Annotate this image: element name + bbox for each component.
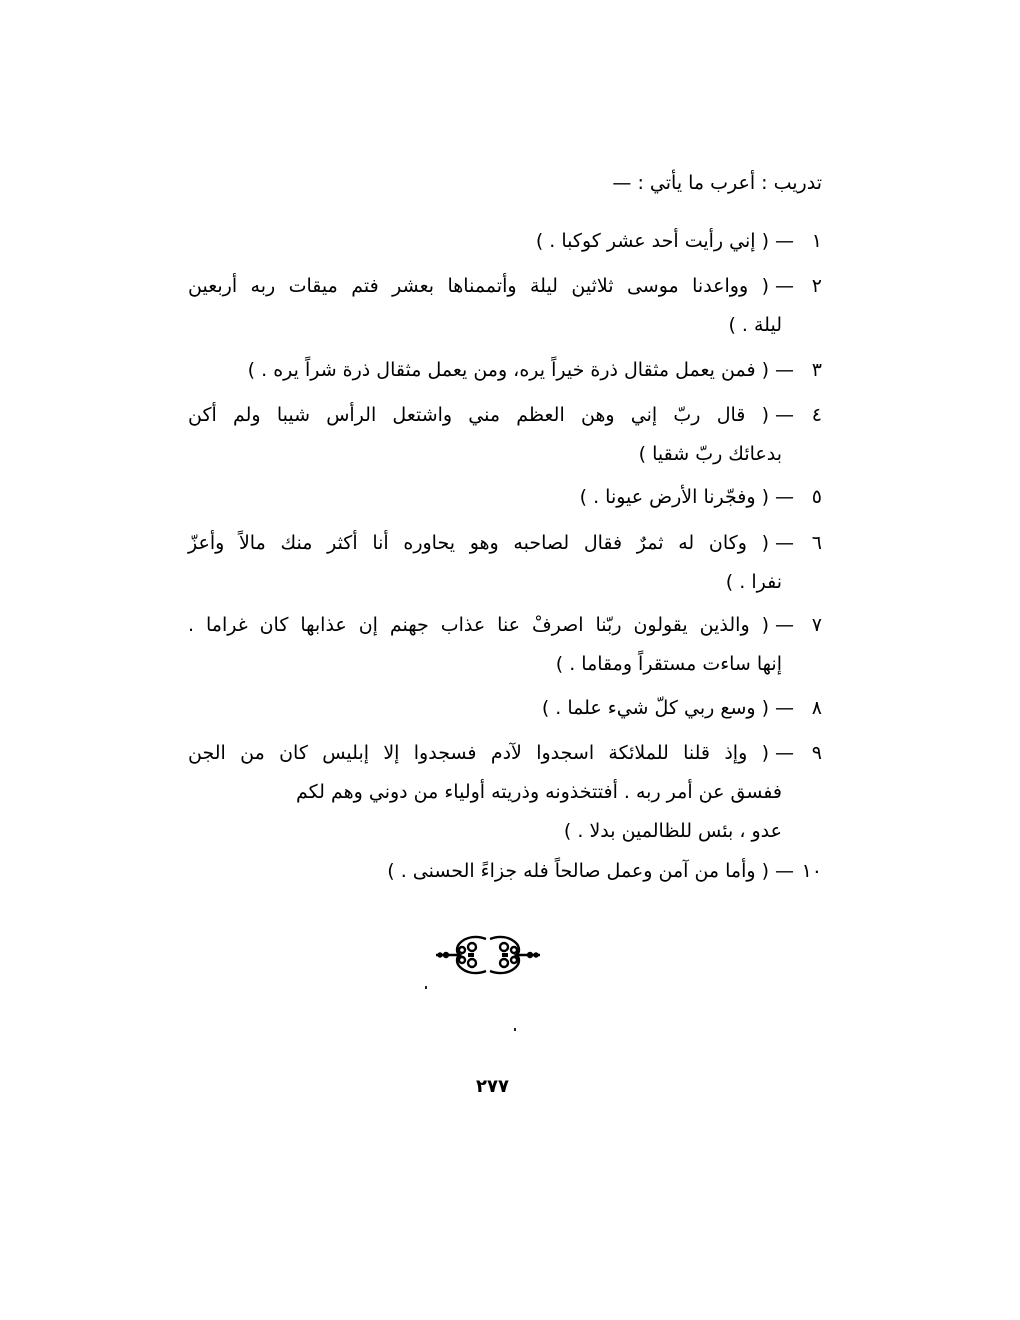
exercise-item-4 [188,396,822,474]
item-number: ٧ [811,614,822,636]
exercise-item-9 [188,734,822,851]
item-number: ٨ [811,697,822,719]
exercise-item-3 [188,351,822,390]
item-number: ١٠ [801,860,822,882]
item-line: ٨—( وسع ربي كلّ شيء علما . ) [188,689,822,728]
item-number: ٢ [811,275,822,297]
exercise-heading: تدريب : أعرب ما يأتي : — [612,172,822,194]
exercise-item-1 [188,222,822,261]
item-number: ٥ [811,486,822,508]
item-number: ٦ [811,532,822,554]
item-line: ٧—( والذين يقولون ربّنا اصرفْ عنا عذاب جهنم إن عذابها كان غراما . [188,606,822,645]
item-line: ٥—( وفجّرنا الأرض عيونا . ) [188,478,822,517]
item-number: ١ [811,230,822,252]
item-line: ٣—( فمن يعمل مثقال ذرة خيراً يره، ومن يعمل مثقال ذرة شراً يره . ) [188,351,822,390]
item-line: ففسق عن أمر ربه . أفتتخذونه وذريته أولياء من دوني وهم لكم [296,781,782,803]
floral-ornament-icon [432,933,544,977]
item-line: ليلة . ) [728,314,782,336]
exercise-item-10 [188,852,822,891]
item-line: نفرا . ) [725,571,782,593]
item-line: إنها ساءت مستقراً ومقاما . ) [555,653,782,675]
item-number: ٩ [811,742,822,764]
item-line: ٢—( وواعدنا موسى ثلاثين ليلة وأتممناها بعشر فتم ميقات ربه أربعين [188,267,822,306]
exercise-item-8 [188,689,822,728]
exercise-item-7 [188,606,822,684]
item-line: بدعائك ربّ شقيا ) [638,443,782,465]
scan-speck [514,1028,516,1031]
scan-speck [425,986,427,989]
item-line: ٤—( قال ربّ إني وهن العظم مني واشتعل الرأس شيبا ولم أكن [188,396,822,435]
exercise-item-6 [188,524,822,602]
item-line: ١—( إني رأيت أحد عشر كوكبا . ) [188,222,822,261]
item-number: ٣ [811,359,822,381]
item-number: ٤ [811,404,822,426]
exercise-item-2 [188,267,822,345]
exercise-item-5 [188,478,822,517]
page-number: ٢٧٧ [476,1076,509,1097]
item-line: ٦—( وكان له ثمرٌ فقال لصاحبه وهو يحاوره أنا أكثر منك مالاً وأعزّ [188,524,822,563]
item-line: عدو ، بئس للظالمين بدلا . ) [563,820,782,842]
item-line: ١٠—( وأما من آمن وعمل صالحاً فله جزاءً الحسنى . ) [188,852,822,891]
item-line: ٩—( وإذ قلنا للملائكة اسجدوا لآدم فسجدوا إلا إبليس كان من الجن [188,734,822,773]
